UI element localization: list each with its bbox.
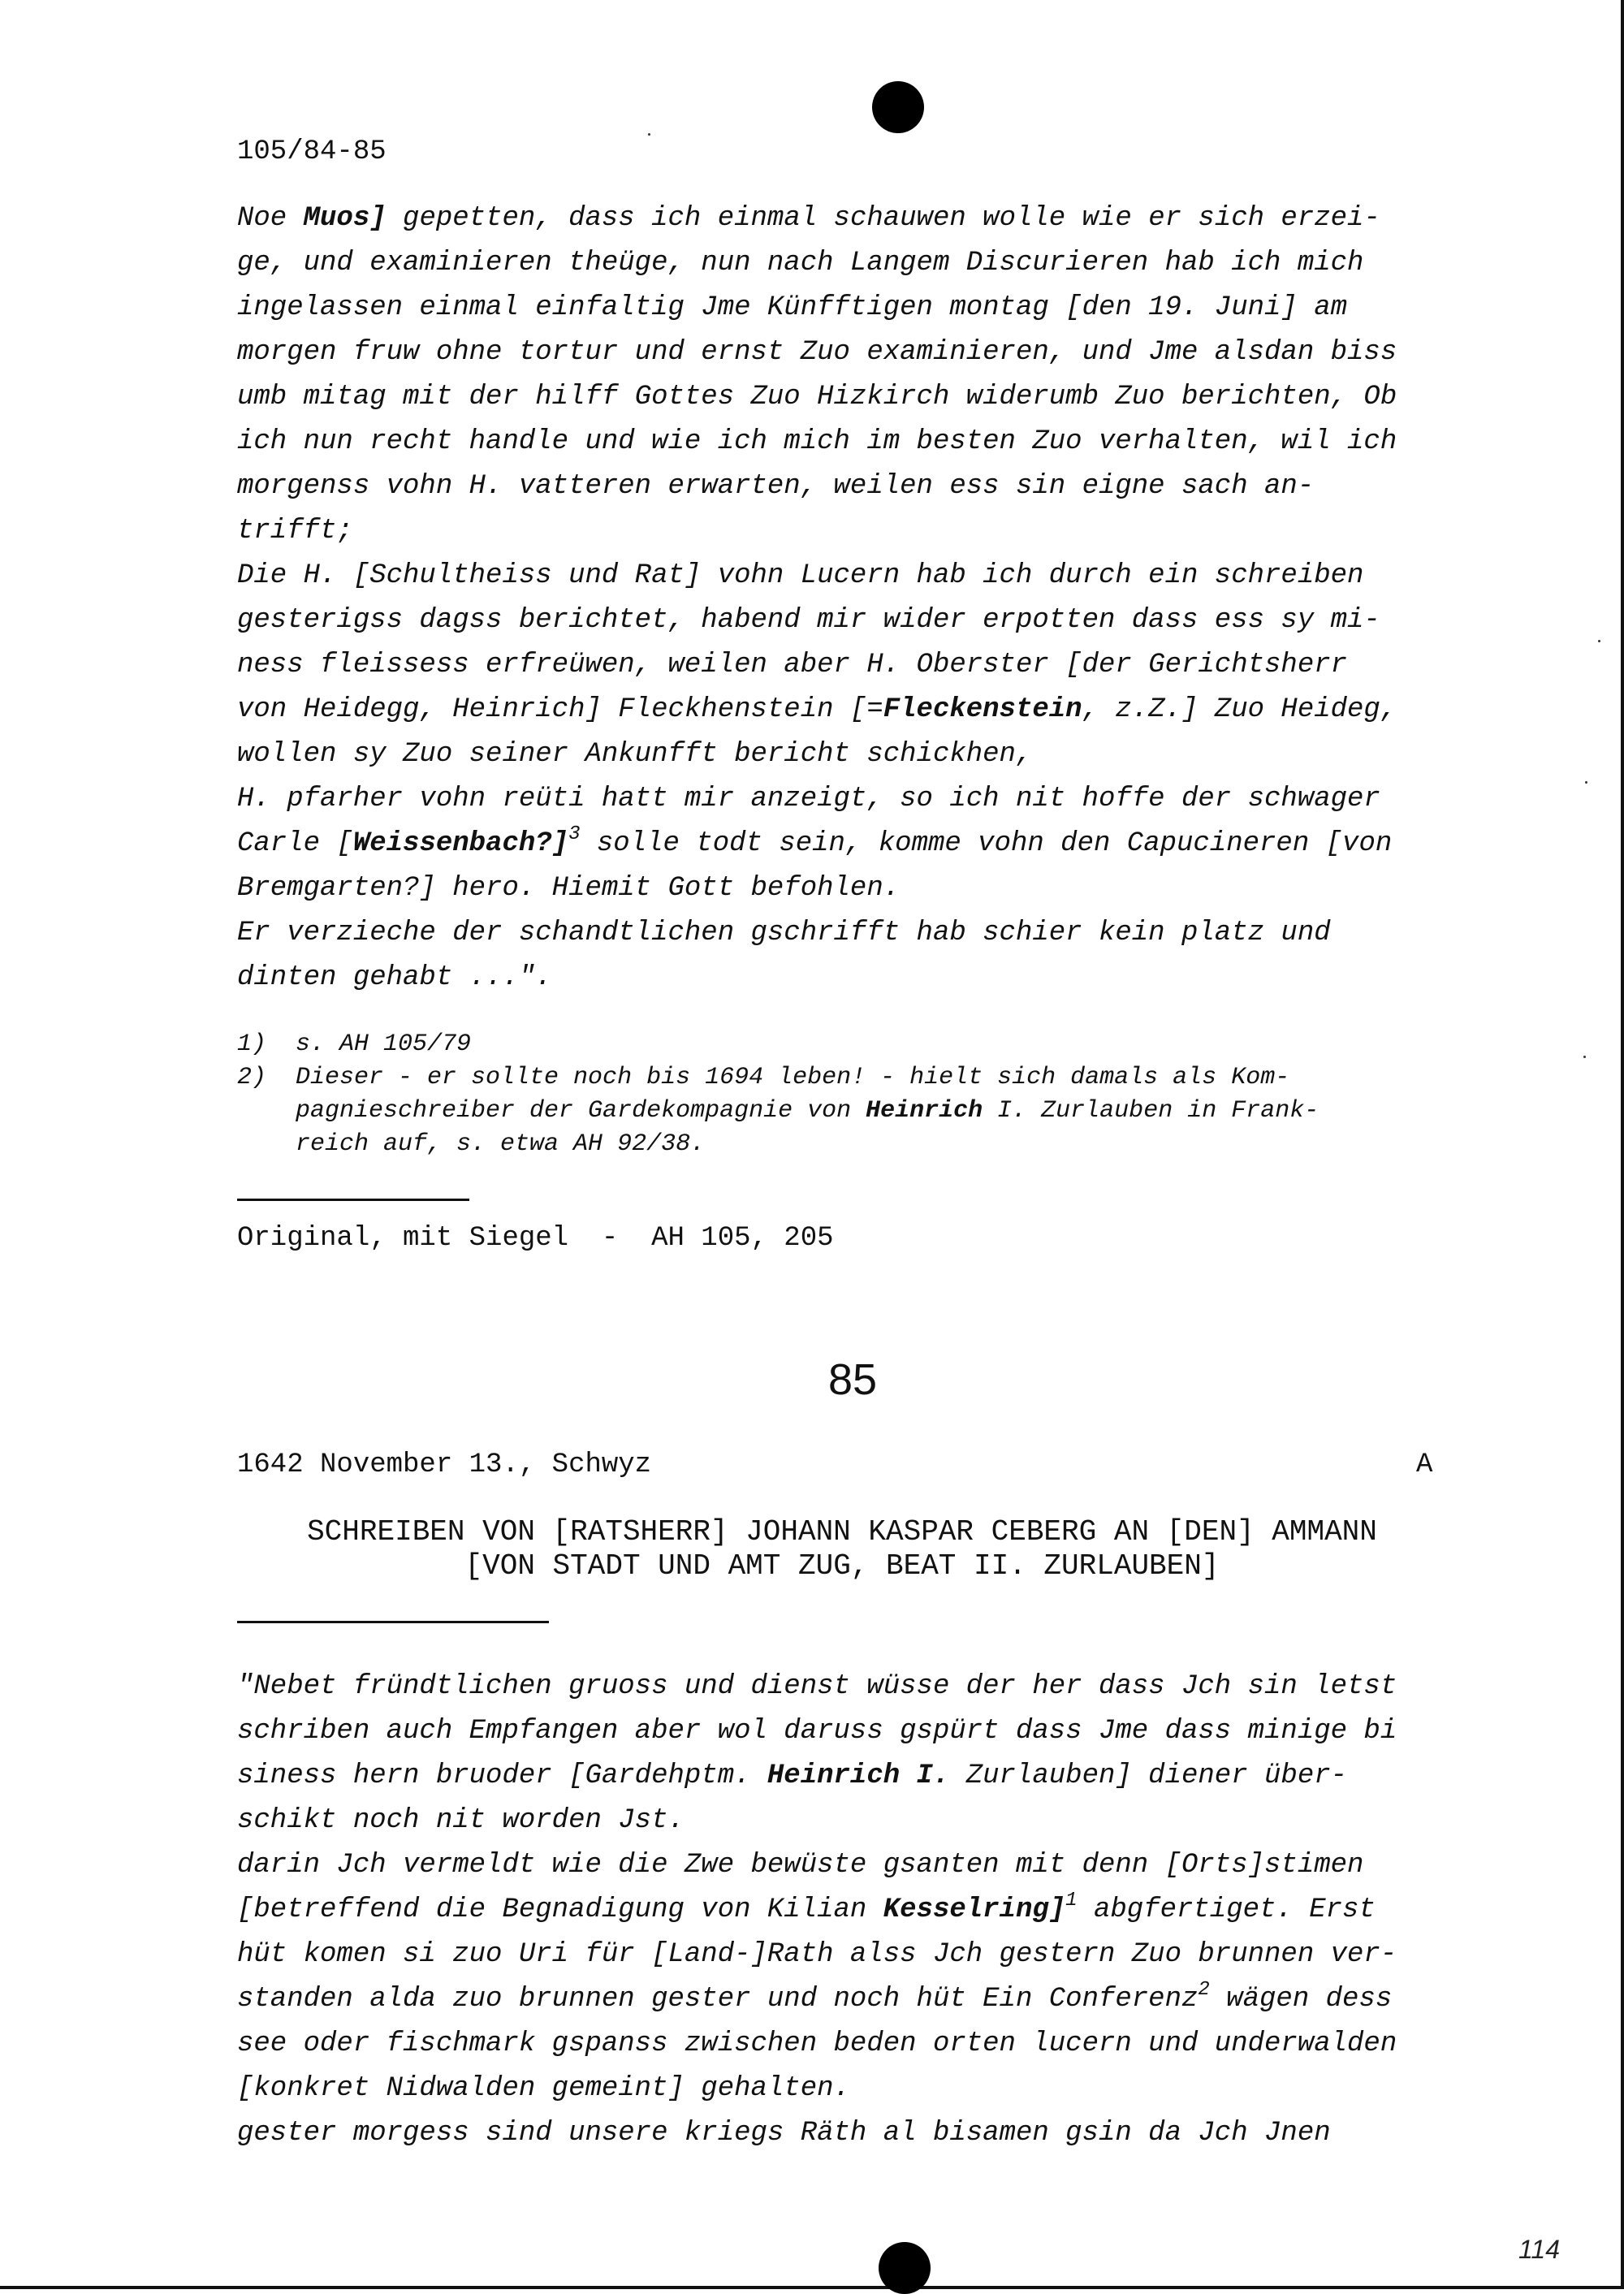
text-line: ness fleissess erfreüwen, weilen aber H. Oberster [der Gerichtsherr	[237, 650, 1348, 680]
text-line: gesterigss dagss berichtet, habend mir wider erpotten dass ess sy mi-	[237, 605, 1380, 636]
text-line: [konkret Nidwalden gemeint] gehalten.	[237, 2073, 850, 2104]
text-line: Bremgarten?] hero. Hiemit Gott befohlen.	[237, 873, 901, 904]
scan-speck	[1583, 1056, 1586, 1058]
punch-hole-top	[872, 81, 924, 133]
footnote-line	[237, 1095, 1488, 1128]
document-number: 85	[828, 1355, 878, 1404]
text-line: ich nun recht handle und wie ich mich im besten Zuo verhalten, wil ich	[237, 426, 1397, 457]
text-line: morgen fruw ohne tortur und ernst Zuo examinieren, und Jme alsdan biss	[237, 337, 1397, 368]
footnote-text: pagnieschreiber der Gardekompagnie von Heinrich I. Zurlauben in Frank-	[296, 1097, 1320, 1125]
footnote-marker: 1	[1065, 1890, 1078, 1912]
text-line: ingelassen einmal einfaltig Jme Künfftigen montag [den 19. Juni] am	[237, 292, 1348, 323]
text-line: siness hern bruoder [Gardehptm. Heinrich I. Zurlauben] diener über-	[237, 1760, 1348, 1791]
footnote-number: 1)	[237, 1030, 267, 1058]
heading-line: [VON STADT UND AMT ZUG, BEAT II. ZURLAUBEN]	[464, 1549, 1220, 1583]
footnote-number: 2)	[237, 1064, 267, 1091]
heading-line: SCHREIBEN VON [RATSHERR] JOHANN KASPAR CEBERG AN [DEN] AMMANN	[307, 1515, 1377, 1549]
document-heading	[237, 1515, 1447, 1583]
text-line: ge, und examinieren theüge, nun nach Langem Discurieren hab ich mich	[237, 248, 1364, 279]
text-line: morgenss vohn H. vatteren erwarten, weilen ess sin eigne sach an-	[237, 471, 1315, 502]
text-line: gester morgess sind unsere kriegs Räth al bisamen gsin da Jch Jnen	[237, 2118, 1331, 2149]
text-line: Die H. [Schultheiss und Rat] vohn Lucern hab ich durch ein schreiben	[237, 560, 1364, 591]
text-line: [betreffend die Begnadigung von Kilian Kesselring]$^1$ abgfertiget. Erst	[237, 1890, 1376, 1925]
footnote-line	[237, 1128, 1488, 1161]
scan-speck	[648, 133, 650, 136]
punch-hole-bottom	[879, 2242, 931, 2294]
text-line: Er verzieche der schandtlichen gschrifft hab schier kein platz und	[237, 918, 1331, 948]
document-type-marker: A	[1416, 1449, 1433, 1480]
text-line: wollen sy Zuo seiner Ankunfft bericht schickhen,	[237, 739, 1033, 770]
text-line: umb mitag mit der hilff Gottes Zuo Hizkirch widerumb Zuo berichten, Ob	[237, 382, 1397, 413]
letter-text	[237, 1665, 1488, 2156]
footnote-line	[237, 1028, 1488, 1061]
text-line: standen alda zuo brunnen gester und noch hüt Ein Conferenz$^2$ wägen dess	[237, 1979, 1393, 2015]
text-line: H. pfarher vohn reüti hatt mir anzeigt, so ich nit hoffe der schwager	[237, 784, 1380, 814]
footnote-line	[237, 1061, 1488, 1095]
date-place: 1642 November 13., Schwyz	[237, 1449, 652, 1480]
footnote-text: Dieser - er sollte noch bis 1694 leben! - hielt sich damals als Kom-	[296, 1064, 1290, 1091]
page-reference: 105/84-85	[237, 136, 387, 167]
text-line: "Nebet fründtlichen gruoss und dienst wüsse der her dass Jch sin letst	[237, 1671, 1397, 1702]
text-line: hüt komen si zuo Uri für [Land-]Rath alss Jch gestern Zuo brunnen ver-	[237, 1939, 1397, 1970]
page-number: 114	[1518, 2235, 1561, 2264]
text-line: schriben auch Empfangen aber wol daruss gspürt dass Jme dass minige bi	[237, 1716, 1397, 1747]
scan-speck	[1598, 640, 1600, 642]
letter-continuation	[237, 197, 1488, 1000]
text-line: Noe Muos] gepetten, dass ich einmal schauwen wolle wie er sich erzei-	[237, 203, 1380, 234]
footnotes	[237, 1028, 1488, 1161]
footnote-marker: 3	[568, 823, 581, 845]
text-line: schikt noch nit worden Jst.	[237, 1805, 685, 1836]
separator-rule	[237, 1199, 469, 1201]
text-line: darin Jch vermeldt wie die Zwe bewüste gsanten mit denn [Orts]stimen	[237, 1850, 1364, 1881]
footnote-number	[237, 1095, 296, 1128]
text-line: dinten gehabt ...".	[237, 962, 552, 993]
text-line: Carle [Weissenbach?]$^3$ solle todt sein, komme vohn den Capucineren [von	[237, 823, 1393, 859]
scan-speck	[1585, 781, 1587, 784]
footnote-text: s. AH 105/79	[296, 1030, 472, 1058]
text-line: trifft;	[237, 516, 353, 546]
text-line: von Heidegg, Heinrich] Fleckhenstein [=Fleckenstein, z.Z.] Zuo Heideg,	[237, 694, 1397, 725]
separator-rule	[237, 1621, 549, 1623]
footnote-number	[237, 1128, 296, 1161]
source-note: Original, mit Siegel - AH 105, 205	[237, 1223, 834, 1254]
footnote-marker: 2	[1198, 1979, 1210, 2001]
footnote-text: reich auf, s. etwa AH 92/38.	[296, 1130, 706, 1158]
text-line: see oder fischmark gspanss zwischen beden orten lucern und underwalden	[237, 2028, 1397, 2059]
